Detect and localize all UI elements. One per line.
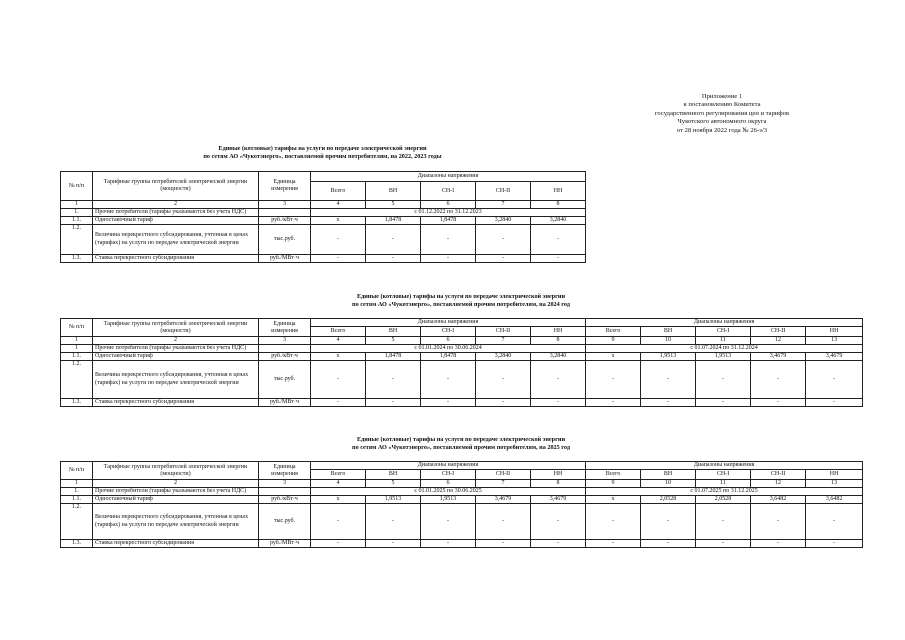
cell-value: -: [641, 540, 696, 548]
row-name: Величина перекрестного субсидирования, учтенная в ценах (тарифах) на услуги по передаче электрической энергии: [93, 225, 259, 255]
colnum: 6: [421, 337, 476, 345]
cell-value: 2,0528: [641, 496, 696, 504]
cell-value: -: [531, 504, 586, 540]
cell-value: х: [586, 496, 641, 504]
period-label: с 01.12.2022 по 31.12.2023: [311, 209, 586, 217]
cell-value: -: [696, 399, 751, 407]
cell-value: -: [366, 399, 421, 407]
header-nn: НН: [531, 327, 586, 337]
header-sn1: СН-I: [696, 327, 751, 337]
header-vn: ВН: [641, 327, 696, 337]
colnum: 10: [641, 337, 696, 345]
header-total: Всего: [586, 470, 641, 480]
cell-value: 1,9513: [641, 353, 696, 361]
colnum: 4: [311, 337, 366, 345]
header-total: Всего: [311, 182, 366, 201]
table-row: [61, 496, 863, 504]
cell-value: х: [311, 353, 366, 361]
row-num: 1.1.: [61, 217, 93, 225]
row-unit: тыс.руб.: [259, 504, 311, 540]
row-name: Величина перекрестного субсидирования, учтенная в ценах (тарифах) на услуги по передаче электрической энергии: [93, 504, 259, 540]
cell-value: -: [641, 504, 696, 540]
row-name: Ставка перекрестного субсидирования: [93, 399, 259, 407]
row-num: 1.1.: [61, 353, 93, 361]
cell-value: -: [696, 540, 751, 548]
row-num: 1.: [61, 209, 93, 217]
cell-value: -: [311, 225, 366, 255]
colnum: 6: [421, 201, 476, 209]
colnum: 1: [61, 201, 93, 209]
header-nn: НН: [531, 182, 586, 201]
row-num: 1.2.: [61, 225, 93, 255]
appendix-line: к постановлению Комитета: [683, 101, 761, 109]
row-name: Прочие потребители (тарифы указываются без учета НДС): [93, 209, 259, 217]
table-title-line2: по сетям АО «Чукотэнерго», поставляемой прочим потребителям, на 2024 год: [352, 301, 570, 309]
cell-value: -: [366, 361, 421, 399]
colnum: 13: [806, 337, 863, 345]
colnum: 1: [61, 337, 93, 345]
header-unit: Единица измерения: [259, 172, 311, 201]
row-unit: [259, 345, 311, 353]
column-number-row: [61, 201, 586, 209]
colnum: 8: [531, 201, 586, 209]
row-num: 1.: [61, 488, 93, 496]
colnum: 3: [259, 337, 311, 345]
row-name: Прочие потребители (тарифы указываются без учета НДС): [93, 345, 259, 353]
cell-value: -: [311, 399, 366, 407]
colnum: 5: [366, 337, 421, 345]
tariff-table-2025: [60, 461, 863, 548]
cell-value: 1,8478: [366, 353, 421, 361]
table-row: [61, 225, 586, 255]
cell-value: 3,6482: [806, 496, 863, 504]
cell-value: -: [586, 361, 641, 399]
colnum: 5: [366, 480, 421, 488]
header-ranges: Диапазоны напряжения: [586, 319, 863, 327]
cell-value: -: [641, 361, 696, 399]
cell-value: 3,6482: [751, 496, 806, 504]
column-number-row: [61, 480, 863, 488]
header-total: Всего: [586, 327, 641, 337]
cell-value: -: [531, 225, 586, 255]
cell-value: -: [476, 504, 531, 540]
cell-value: -: [806, 361, 863, 399]
table-row: [61, 345, 863, 353]
colnum: 4: [311, 201, 366, 209]
cell-value: 1,9513: [696, 353, 751, 361]
cell-value: -: [806, 540, 863, 548]
cell-value: -: [531, 540, 586, 548]
colnum: 1: [61, 480, 93, 488]
row-name: Величина перекрестного субсидирования, учтенная в ценах (тарифах) на услуги по передаче электрической энергии: [93, 361, 259, 399]
cell-value: -: [421, 361, 476, 399]
colnum: 6: [421, 480, 476, 488]
colnum: 5: [366, 201, 421, 209]
header-ranges: Диапазоны напряжения: [311, 172, 586, 182]
header-sn1: СН-I: [696, 470, 751, 480]
cell-value: -: [696, 504, 751, 540]
cell-value: х: [311, 496, 366, 504]
colnum: 12: [751, 480, 806, 488]
cell-value: 3,2840: [476, 353, 531, 361]
row-num: 1.3.: [61, 540, 93, 548]
cell-value: -: [476, 540, 531, 548]
cell-value: -: [311, 361, 366, 399]
header-total: Всего: [311, 327, 366, 337]
row-unit: тыс.руб.: [259, 361, 311, 399]
colnum: 3: [259, 480, 311, 488]
colnum: 11: [696, 337, 751, 345]
cell-value: 3,2840: [531, 217, 586, 225]
colnum: 11: [696, 480, 751, 488]
cell-value: -: [366, 540, 421, 548]
header-ranges: Диапазоны напряжения: [311, 462, 586, 470]
header-vn: ВН: [366, 327, 421, 337]
colnum: 7: [476, 201, 531, 209]
row-unit: руб./кВт·ч: [259, 496, 311, 504]
cell-value: -: [806, 399, 863, 407]
cell-value: 1,8478: [421, 217, 476, 225]
row-name: Одноставочный тариф: [93, 353, 259, 361]
cell-value: 3,2840: [531, 353, 586, 361]
header-sn2: СН-II: [476, 327, 531, 337]
header-sn2: СН-II: [476, 470, 531, 480]
header-sn2: СН-II: [751, 470, 806, 480]
appendix-line: Приложение 1: [701, 93, 743, 100]
cell-value: -: [476, 361, 531, 399]
period-label: с 01.07.2024 по 31.12.2024: [586, 345, 863, 353]
colnum: 13: [806, 480, 863, 488]
header-sn2: СН-II: [751, 327, 806, 337]
appendix-line: Чукотского автономного округа: [677, 118, 767, 126]
header-unit: Единица измерения: [259, 319, 311, 337]
table-row: [61, 540, 863, 548]
colnum: 4: [311, 480, 366, 488]
table-row: [61, 209, 586, 217]
row-num: 1.1.: [61, 496, 93, 504]
appendix-note: [628, 93, 816, 135]
header-num: № п/п: [61, 319, 93, 337]
appendix-line: от 28 ноября 2022 года № 26-э/3: [676, 126, 768, 134]
row-num: 1: [61, 345, 93, 353]
cell-value: -: [696, 361, 751, 399]
header-group: Тарифные группы потребителей электрической энергии (мощности): [93, 319, 259, 337]
cell-value: -: [476, 399, 531, 407]
table-row: [61, 361, 863, 399]
cell-value: -: [366, 225, 421, 255]
cell-value: 3,4679: [806, 353, 863, 361]
row-name: Ставка перекрестного субсидирования: [93, 255, 259, 263]
header-ranges: Диапазоны напряжения: [586, 462, 863, 470]
row-unit: тыс.руб.: [259, 225, 311, 255]
tariff-table-2022-2023: [60, 171, 586, 263]
cell-value: -: [531, 399, 586, 407]
row-name: Одноставочный тариф: [93, 217, 259, 225]
cell-value: -: [751, 540, 806, 548]
header-vn: ВН: [366, 182, 421, 201]
cell-value: -: [531, 361, 586, 399]
cell-value: -: [311, 540, 366, 548]
header-num: № п/п: [61, 172, 93, 201]
cell-value: -: [751, 399, 806, 407]
cell-value: -: [751, 361, 806, 399]
header-nn: НН: [806, 470, 863, 480]
cell-value: 3,4679: [751, 353, 806, 361]
cell-value: -: [366, 504, 421, 540]
colnum: 12: [751, 337, 806, 345]
colnum: 7: [476, 337, 531, 345]
period-label: с 01.01.2024 по 30.06.2024: [311, 345, 586, 353]
row-unit: руб./МВт·ч: [259, 399, 311, 407]
row-num: 1.3.: [61, 399, 93, 407]
colnum: 8: [531, 480, 586, 488]
cell-value: -: [421, 399, 476, 407]
column-number-row: [61, 337, 863, 345]
row-unit: [259, 488, 311, 496]
table-title-line1: Единые (котловые) тарифы на услуги по передаче электрической энергии: [356, 293, 566, 300]
cell-value: -: [476, 225, 531, 255]
cell-value: -: [311, 255, 366, 263]
table-row: [61, 504, 863, 540]
table-row: [61, 353, 863, 361]
cell-value: -: [476, 255, 531, 263]
row-num: 1.3.: [61, 255, 93, 263]
cell-value: -: [421, 540, 476, 548]
cell-value: -: [751, 504, 806, 540]
cell-value: -: [311, 504, 366, 540]
header-sn1: СН-I: [421, 327, 476, 337]
cell-value: -: [806, 504, 863, 540]
colnum: 9: [586, 480, 641, 488]
cell-value: 3,4679: [476, 496, 531, 504]
period-label: с 01.07.2025 по 31.12.2025: [586, 488, 863, 496]
colnum: 7: [476, 480, 531, 488]
row-unit: руб./кВт·ч: [259, 217, 311, 225]
cell-value: 1,8478: [366, 217, 421, 225]
header-group: Тарифные группы потребителей электрической энергии (мощности): [93, 462, 259, 480]
header-vn: ВН: [366, 470, 421, 480]
cell-value: 3,2840: [476, 217, 531, 225]
row-unit: руб./МВт·ч: [259, 540, 311, 548]
header-sn1: СН-I: [421, 182, 476, 201]
table-row: [61, 217, 586, 225]
cell-value: х: [311, 217, 366, 225]
cell-value: -: [421, 504, 476, 540]
table-title: [60, 436, 862, 452]
cell-value: -: [366, 255, 421, 263]
cell-value: -: [586, 504, 641, 540]
header-nn: НН: [806, 327, 863, 337]
table-title-line1: Единые (котловые) тарифы на услуги по передаче электрической энергии: [356, 436, 566, 443]
colnum: 2: [93, 337, 259, 345]
tariff-table-2024: [60, 318, 863, 407]
table-title-line2: по сетям АО «Чукотэнерго», поставляемой прочим потребителям, на 2022, 2023 годы: [203, 153, 442, 161]
colnum: 2: [93, 201, 259, 209]
colnum: 3: [259, 201, 311, 209]
cell-value: -: [641, 399, 696, 407]
colnum: 9: [586, 337, 641, 345]
row-name: Одноставочный тариф: [93, 496, 259, 504]
row-unit: [259, 209, 311, 217]
appendix-line: государственного регулирования цен и тарифов: [654, 109, 790, 117]
cell-value: 1,8478: [421, 353, 476, 361]
header-unit: Единица измерения: [259, 462, 311, 480]
row-num: 1.2.: [61, 504, 93, 540]
header-ranges: Диапазоны напряжения: [311, 319, 586, 327]
cell-value: -: [586, 399, 641, 407]
cell-value: -: [586, 540, 641, 548]
row-unit: руб./МВт·ч: [259, 255, 311, 263]
row-num: 1.2.: [61, 361, 93, 399]
header-num: № п/п: [61, 462, 93, 480]
period-label: с 01.01.2025 по 30.06.2025: [311, 488, 586, 496]
cell-value: 1,9513: [366, 496, 421, 504]
colnum: 2: [93, 480, 259, 488]
header-sn2: СН-II: [476, 182, 531, 201]
cell-value: -: [531, 255, 586, 263]
cell-value: х: [586, 353, 641, 361]
cell-value: 2,0528: [696, 496, 751, 504]
colnum: 10: [641, 480, 696, 488]
table-title-line1: Единые (котловые) тарифы на услуги по передаче электрической энергии: [218, 145, 427, 152]
row-unit: руб./кВт·ч: [259, 353, 311, 361]
header-vn: ВН: [641, 470, 696, 480]
header-nn: НН: [531, 470, 586, 480]
table-title-line2: по сетям АО «Чукотэнерго», поставляемой прочим потребителям, на 2025 год: [352, 444, 570, 452]
cell-value: -: [421, 225, 476, 255]
table-row: [61, 488, 863, 496]
table-row: [61, 399, 863, 407]
row-name: Прочие потребители (тарифы указываются без учета НДС): [93, 488, 259, 496]
table-row: [61, 255, 586, 263]
cell-value: 1,9513: [421, 496, 476, 504]
header-total: Всего: [311, 470, 366, 480]
cell-value: -: [421, 255, 476, 263]
table-title: [60, 293, 862, 309]
header-sn1: СН-I: [421, 470, 476, 480]
table-title: [60, 145, 585, 161]
colnum: 8: [531, 337, 586, 345]
header-group: Тарифные группы потребителей электрической энергии (мощности): [93, 172, 259, 201]
cell-value: 3,4679: [531, 496, 586, 504]
row-name: Ставка перекрестного субсидирования: [93, 540, 259, 548]
